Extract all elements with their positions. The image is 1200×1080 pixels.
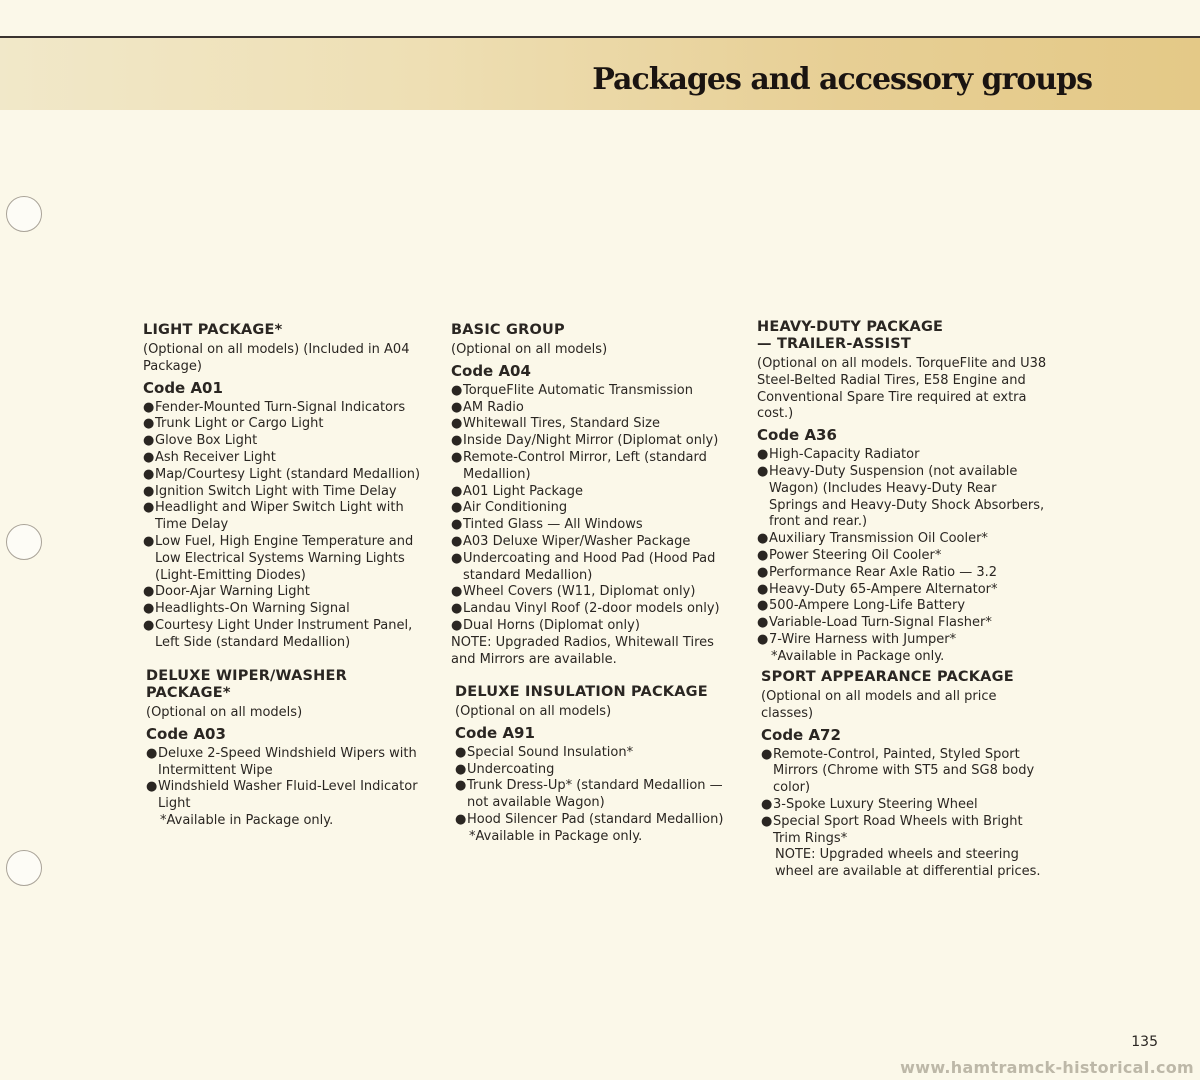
section-description: (Optional on all models) (Included in A04 Package) [143, 342, 410, 374]
column-2 [451, 322, 736, 844]
list-item: ● Hood Silencer Pad (standard Medallion) [455, 811, 724, 827]
sport-appearance-section [761, 669, 1051, 881]
section-description: (Optional on all models and all price classes) [761, 689, 997, 721]
list-item: ● High-Capacity Radiator [757, 447, 920, 463]
binder-hole-middle [6, 524, 42, 560]
list-item: ● Remote-Control, Painted, Styled Sport Mirrors (Chrome with ST5 and SG8 body color) [761, 746, 1035, 796]
item-list [455, 745, 740, 829]
binder-hole-top [6, 196, 42, 232]
list-item: ● Heavy-Duty Suspension (not available Wagon) (Includes Heavy-Duty Rear Springs and Heavy-Duty Shock Absorbers, front and rear.) [757, 463, 1045, 530]
section-note: NOTE: Upgraded wheels and steering wheel are available at differential prices. [775, 847, 1041, 880]
section-title: DELUXE WIPER/WASHER PACKAGE* [146, 668, 347, 701]
heavy-duty-section [757, 319, 1047, 666]
section-note: *Available in Package only. [160, 812, 334, 828]
section-note: *Available in Package only. [771, 648, 945, 664]
binder-hole-bottom [6, 850, 42, 886]
list-item: ● Windshield Washer Fluid-Level Indicator Light [146, 779, 418, 812]
page-number: 135 [1131, 1034, 1158, 1050]
list-item: ● Special Sound Insulation* [455, 744, 634, 760]
list-item: ● Air Conditioning [451, 500, 568, 516]
list-item: ● Special Sport Road Wheels with Bright Trim Rings* [761, 813, 1023, 846]
list-item: ● 500-Ampere Long-Life Battery [757, 598, 966, 614]
list-item: ● Courtesy Light Under Instrument Panel, Left Side (standard Medallion) [143, 617, 413, 650]
list-item: ● A01 Light Package [451, 483, 584, 499]
list-item: ● Undercoating and Hood Pad (Hood Pad standard Medallion) [451, 550, 716, 583]
wiper-washer-section [146, 668, 431, 830]
section-code: Code A36 [757, 426, 837, 445]
list-item: ● Door-Ajar Warning Light [143, 584, 310, 600]
list-item: ● Ash Receiver Light [143, 449, 276, 465]
section-code: Code A04 [451, 361, 531, 380]
item-list [143, 400, 428, 652]
list-item: ● Glove Box Light [143, 433, 258, 449]
light-package-section [143, 322, 428, 652]
section-title: SPORT APPEARANCE PACKAGE [761, 669, 1014, 685]
list-item: ● Fender-Mounted Turn-Signal Indicators [143, 399, 406, 415]
page-title: Packages and accessory groups [592, 62, 1092, 97]
section-title: DELUXE INSULATION PACKAGE [455, 684, 708, 700]
list-item: ● Remote-Control Mirror, Left (standard Medallion) [451, 449, 707, 482]
list-item: ● Inside Day/Night Mirror (Diplomat only) [451, 433, 719, 449]
list-item: ● Power Steering Oil Cooler* [757, 547, 942, 563]
section-title: HEAVY-DUTY PACKAGE — TRAILER-ASSIST [757, 319, 944, 352]
section-code: Code A03 [146, 724, 226, 743]
section-description: (Optional on all models. TorqueFlite and U38 Steel-Belted Radial Tires, E58 Engine and Conventional Spare Tire required at extra cost.) [757, 356, 1047, 422]
item-list [761, 747, 1051, 848]
watermark: www.hamtramck-historical.com [900, 1058, 1194, 1077]
section-code: Code A91 [455, 723, 535, 742]
basic-group-section [451, 322, 736, 668]
list-item: ● Ignition Switch Light with Time Delay [143, 483, 397, 499]
list-item: ● Map/Courtesy Light (standard Medallion) [143, 466, 421, 482]
item-list [146, 746, 431, 813]
section-description: (Optional on all models) [146, 705, 303, 720]
list-item: ● Dual Horns (Diplomat only) [451, 617, 640, 633]
list-item: ● Whitewall Tires, Standard Size [451, 416, 660, 432]
list-item: ● Headlight and Wiper Switch Light with Time Delay [143, 500, 404, 533]
list-item: ● Variable-Load Turn-Signal Flasher* [757, 615, 992, 631]
insulation-package-section [455, 684, 740, 846]
section-code: Code A01 [143, 378, 223, 397]
list-item: ● Trunk Dress-Up* (standard Medallion — not available Wagon) [455, 778, 723, 811]
list-item: ● AM Radio [451, 399, 524, 415]
list-item: ● TorqueFlite Automatic Transmission [451, 382, 694, 398]
list-item: ● Landau Vinyl Roof (2-door models only) [451, 601, 720, 617]
section-title: LIGHT PACKAGE* [143, 322, 283, 338]
section-description: (Optional on all models) [455, 704, 612, 719]
list-item: ● Trunk Light or Cargo Light [143, 416, 324, 432]
list-item: ● Low Fuel, High Engine Temperature and Low Electrical Systems Warning Lights (Light-Emitting Diodes) [143, 533, 414, 583]
list-item: ● Deluxe 2-Speed Windshield Wipers with Intermittent Wipe [146, 745, 417, 778]
list-item: ● Headlights-On Warning Signal [143, 601, 350, 617]
list-item: ● A03 Deluxe Wiper/Washer Package [451, 533, 691, 549]
section-description: (Optional on all models) [451, 342, 608, 357]
list-item: ● 3-Spoke Luxury Steering Wheel [761, 796, 978, 812]
list-item: ● Undercoating [455, 761, 555, 777]
section-title: BASIC GROUP [451, 322, 565, 338]
section-note: NOTE: Upgraded Radios, Whitewall Tires and Mirrors are available. [451, 634, 714, 667]
list-item: ● Wheel Covers (W11, Diplomat only) [451, 584, 696, 600]
section-code: Code A72 [761, 725, 841, 744]
column-1 [143, 322, 428, 828]
list-item: ● 7-Wire Harness with Jumper* [757, 631, 957, 647]
list-item: ● Performance Rear Axle Ratio — 3.2 [757, 564, 998, 580]
list-item: ● Heavy-Duty 65-Ampere Alternator* [757, 581, 998, 597]
column-3 [757, 319, 1047, 880]
list-item: ● Tinted Glass — All Windows [451, 517, 643, 533]
section-note: *Available in Package only. [469, 828, 643, 844]
item-list [451, 383, 736, 635]
list-item: ● Auxiliary Transmission Oil Cooler* [757, 531, 988, 547]
item-list [757, 447, 1047, 649]
